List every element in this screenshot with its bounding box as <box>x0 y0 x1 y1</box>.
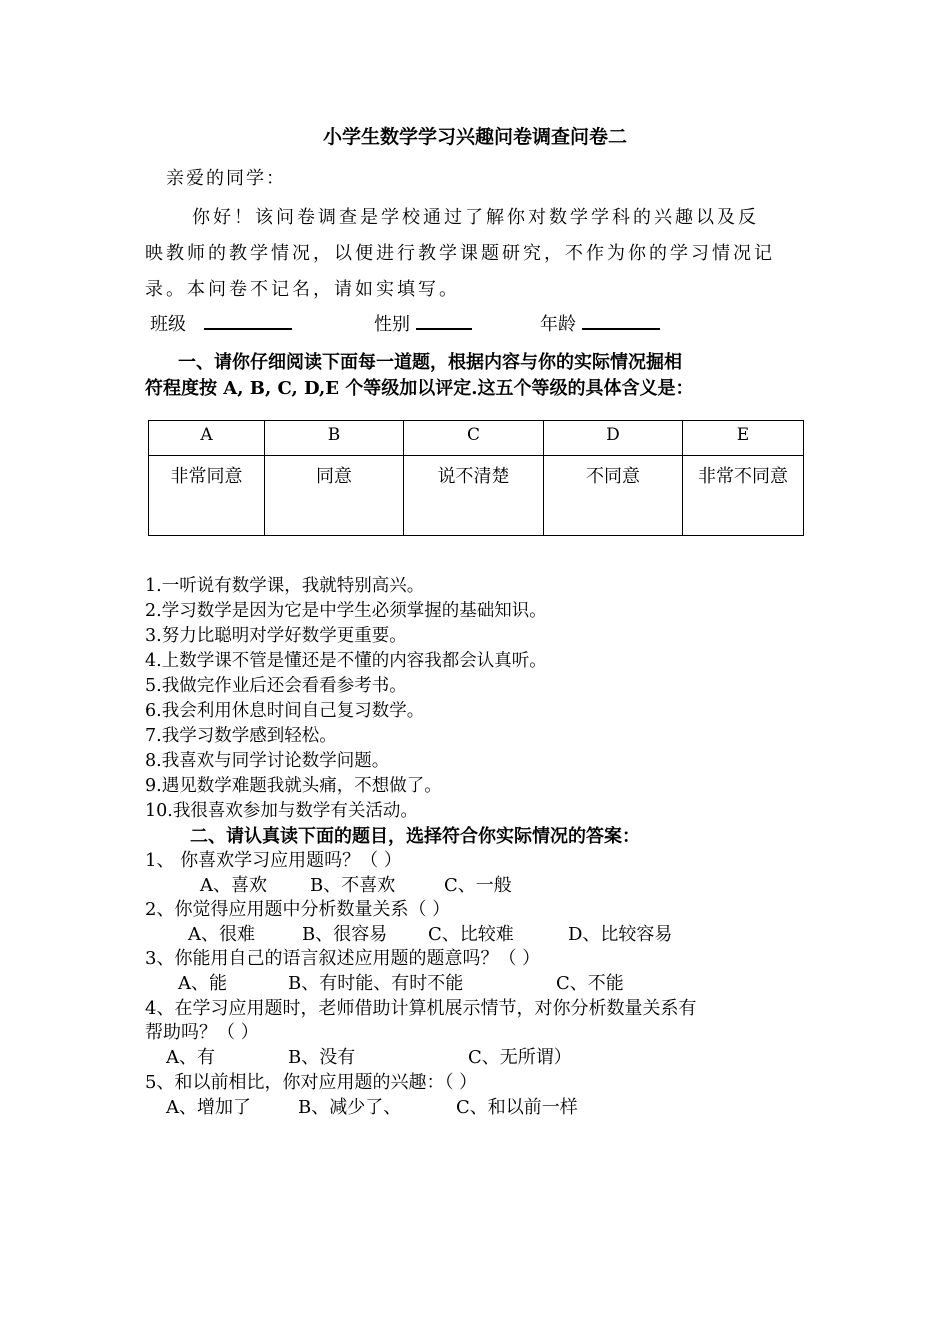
statement-4: 4.上数学课不管是懂还是不懂的内容我都会认真听。 <box>145 651 547 671</box>
grade-meaning-e: 非常不同意 <box>683 456 804 536</box>
q5-option-b[interactable]: B、减少了、 <box>298 1097 402 1118</box>
q2-option-c[interactable]: C、比较难 <box>428 924 514 945</box>
grade-header-c: C <box>404 421 544 456</box>
grade-meaning-a: 非常同意 <box>149 456 265 536</box>
statement-7: 7.我学习数学感到轻松。 <box>145 726 337 746</box>
section2-heading: 二、请认真读下面的题目，选择符合你实际情况的答案： <box>190 826 640 847</box>
gender-label: 性别 <box>374 314 410 335</box>
question-4-line-2: 帮助吗？（ ） <box>145 1022 259 1043</box>
gender-field <box>374 310 472 336</box>
q5-option-a[interactable]: A、增加了 <box>166 1097 251 1118</box>
q4-option-c[interactable]: C、无所谓） <box>468 1047 572 1068</box>
intro-line-2: 映教师的教学情况，以便进行教学课题研究，不作为你的学习情况记 <box>145 243 775 264</box>
grade-header-row <box>149 421 804 456</box>
gender-blank[interactable] <box>416 310 472 330</box>
statement-8: 8.我喜欢与同学讨论数学问题。 <box>145 751 390 771</box>
q5-option-c[interactable]: C、和以前一样 <box>456 1097 578 1118</box>
grade-meaning-row <box>149 456 804 536</box>
statement-9: 9.遇见数学难题我就头痛，不想做了。 <box>145 776 442 796</box>
age-blank[interactable] <box>582 310 660 330</box>
question-5: 5、和以前相比，你对应用题的兴趣：（ ） <box>145 1072 478 1093</box>
section1-heading-line-1: 一、请你仔细阅读下面每一道题，根据内容与你的实际情况掘相 <box>178 352 682 373</box>
statement-5: 5.我做完作业后还会看看参考书。 <box>145 676 407 696</box>
q2-option-d[interactable]: D、比较容易 <box>568 924 673 945</box>
age-field <box>540 310 660 336</box>
q2-option-a[interactable]: A、很难 <box>188 924 255 945</box>
q3-option-c[interactable]: C、不能 <box>556 973 624 994</box>
grade-meaning-b: 同意 <box>265 456 404 536</box>
class-label: 班级 <box>150 314 186 335</box>
q2-option-b[interactable]: B、很容易 <box>302 924 388 945</box>
statement-1: 1.一听说有数学课，我就特别高兴。 <box>145 576 425 596</box>
grade-meaning-c: 说不清楚 <box>404 456 544 536</box>
statement-3: 3.努力比聪明对学好数学更重要。 <box>145 626 407 646</box>
class-blank[interactable] <box>204 310 292 330</box>
question-3: 3、你能用自己的语言叙述应用题的题意吗？（ ） <box>145 948 541 969</box>
statement-10: 10.我很喜欢参加与数学有关活动。 <box>145 801 418 821</box>
grade-header-e: E <box>683 421 804 456</box>
grade-header-a: A <box>149 421 265 456</box>
section1-heading-line-2: 符程度按 A, B, C, D,E 个等级加以评定.这五个等级的具体含义是： <box>145 378 694 399</box>
q3-option-a[interactable]: A、能 <box>178 973 227 994</box>
statement-6: 6.我会利用休息时间自己复习数学。 <box>145 701 425 721</box>
question-1: 1、 你喜欢学习应用题吗？（ ） <box>145 850 402 871</box>
q4-option-a[interactable]: A、有 <box>166 1047 215 1068</box>
intro-line-3: 录。本问卷不记名，请如实填写。 <box>145 279 460 300</box>
statement-2: 2.学习数学是因为它是中学生必须掌握的基础知识。 <box>145 601 547 621</box>
q3-option-b[interactable]: B、有时能、有时不能 <box>288 973 464 994</box>
age-label: 年龄 <box>540 314 576 335</box>
class-field <box>150 310 292 336</box>
grade-table <box>148 420 804 536</box>
q1-option-c[interactable]: C、一般 <box>444 875 512 896</box>
intro-line-1: 你好！该问卷调查是学校通过了解你对数学学科的兴趣以及反 <box>192 207 759 228</box>
greeting: 亲爱的同学： <box>166 168 286 189</box>
q1-option-a[interactable]: A、喜欢 <box>200 875 267 896</box>
grade-header-d: D <box>544 421 683 456</box>
q1-option-b[interactable]: B、不喜欢 <box>310 875 396 896</box>
question-4-line-1: 4、在学习应用题时，老师借助计算机展示情节，对你分析数量关系有 <box>145 998 697 1019</box>
grade-meaning-d: 不同意 <box>544 456 683 536</box>
q4-option-b[interactable]: B、没有 <box>288 1047 356 1068</box>
question-2: 2、你觉得应用题中分析数量关系（ ） <box>145 899 451 920</box>
grade-header-b: B <box>265 421 404 456</box>
page-title: 小学生数学学习兴趣问卷调查问卷二 <box>322 126 627 148</box>
